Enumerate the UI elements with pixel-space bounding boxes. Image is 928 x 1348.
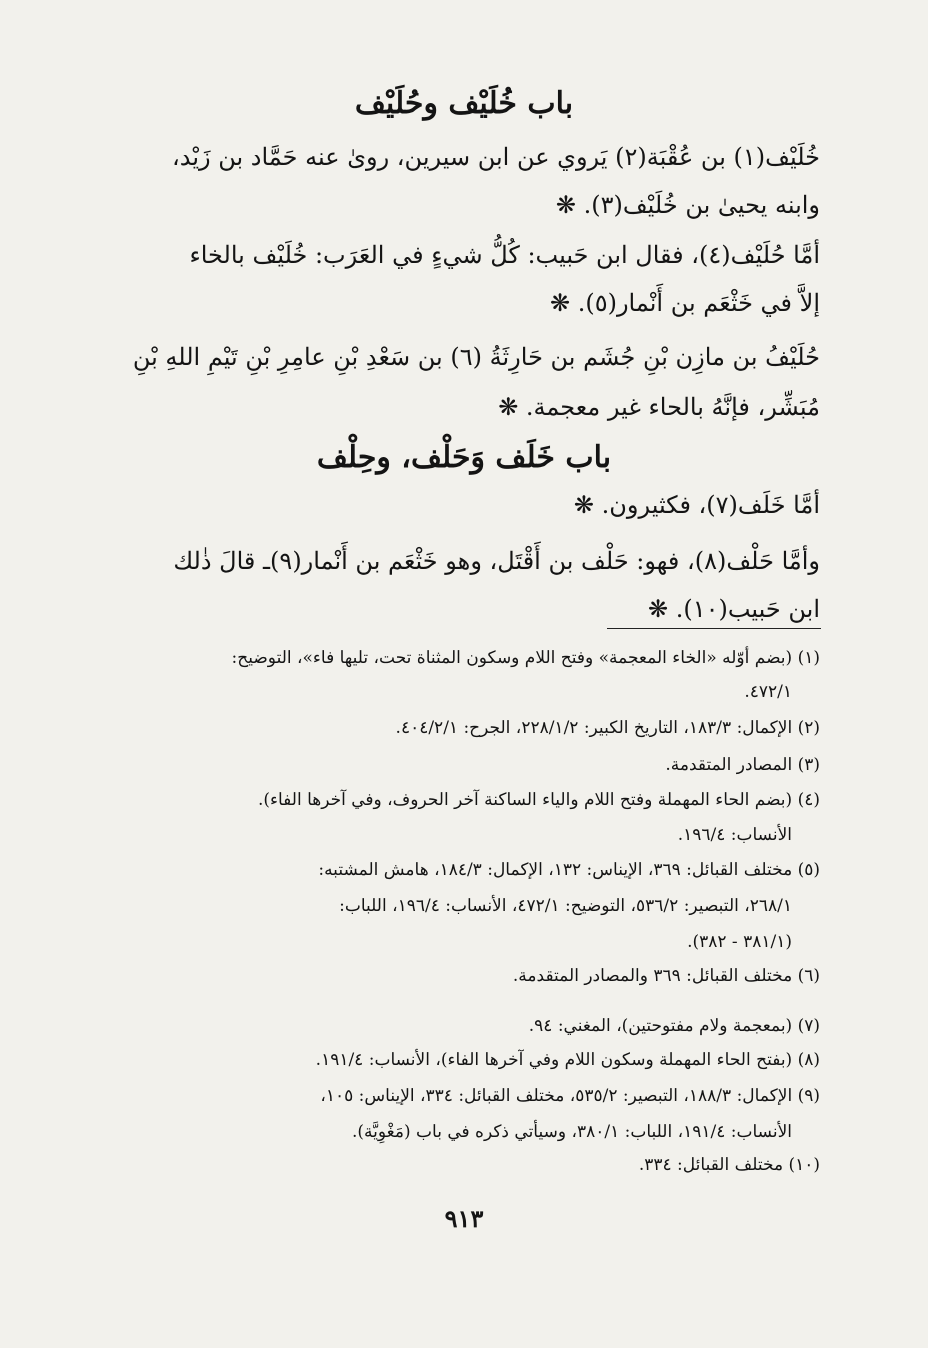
footnote-5: (٥) مختلف القبائل: ٣٦٩، الإيناس: ١٣٢، الإكمال: ١٨٤/٣، هامش المشتبه:	[318, 860, 820, 880]
body-line: حُلَيْفُ بن مازِن بْنِ جُشَم بن حَارِثَةُ (٦) بن سَعْدِ بْنِ عامِرِ بْنِ تَيْمِ اللهِ بْنِ	[132, 343, 820, 371]
body-line: أمَّا خَلَف(٧)، فكثيرون. ❋	[573, 491, 820, 519]
footnote-2: (٢) الإكمال: ١٨٣/٣، التاريخ الكبير: ٢٢٨/١/٢، الجرح: ٤٠٤/٢/١.	[395, 718, 820, 738]
footnote-9: (٩) الإكمال: ١٨٨/٣، التبصير: ٥٣٥/٢، مختلف القبائل: ٣٣٤، الإيناس: ١٠٥،	[320, 1086, 820, 1106]
body-line: إلاَّ في خَثْعَم بن أَنْمار(٥). ❋	[549, 289, 820, 317]
body-line: وأمَّا حَلْف(٨)، فهو: حَلْف بن أَقْتَل، وهو خَثْعَم بن أَنْمار(٩)ـ قالَ ذٰلك	[173, 547, 820, 575]
footnote-1-cont: ٤٧٢/١.	[744, 682, 792, 702]
body-line: مُبَشِّر، فإنَّهُ بالحاء غير معجمة. ❋	[498, 393, 820, 421]
footnote-10: (١٠) مختلف القبائل: ٣٣٤.	[638, 1155, 820, 1175]
footnote-separator	[607, 628, 821, 629]
footnote-4: (٤) (بضم الحاء المهملة وفتح اللام والياء الساكنة آخر الحروف، وفي آخرها الفاء).	[257, 790, 820, 810]
body-line: ابن حَبيب(١٠). ❋	[647, 595, 820, 623]
footnote-5-cont: ٢٦٨/١، التبصير: ٥٣٦/٢، التوضيح: ٤٧٢/١، الأنساب: ١٩٦/٤، اللباب:	[339, 896, 792, 916]
footnote-8: (٨) (بفتح الحاء المهملة وسكون اللام وفي آخرها الفاء)، الأنساب: ١٩١/٤.	[315, 1050, 820, 1070]
footnote-6: (٦) مختلف القبائل: ٣٦٩ والمصادر المتقدمة.	[512, 966, 820, 986]
footnote-7: (٧) (بمعجمة ولام مفتوحتين)، المغني: ٩٤.	[528, 1016, 820, 1036]
body-line: أمَّا حُلَيْف(٤)، فقال ابن حَبيب: كُلُّ شيءٍ في العَرَب: خُلَيْف بالخاء	[189, 241, 820, 269]
footnote-9-cont: الأنساب: ١٩١/٤، اللباب: ٣٨٠/١، وسيأتي ذكره في باب (مَغْوِيَّة).	[352, 1122, 792, 1142]
section-heading-khalaf: باب خَلَف وَحَلْف، وحِلْف	[316, 440, 612, 475]
body-line: خُلَيْف(١) بن عُقْبَة(٢) يَروي عن ابن سيرين، روىٰ عنه حَمَّاد بن زَيْد،	[171, 143, 820, 171]
page-number: ٩١٣	[444, 1204, 484, 1233]
body-line: وابنه يحيىٰ بن خُلَيْف(٣). ❋	[555, 191, 820, 219]
footnote-1: (١) (بضم أوّله «الخاء المعجمة» وفتح اللام وسكون المثناة تحت، تليها فاء»، التوضيح:	[231, 648, 820, 668]
footnote-5-cont: (٣٨١/١ - ٣٨٢).	[687, 932, 792, 952]
section-heading-khulayf: باب خُلَيْف وحُلَيْف	[354, 86, 574, 121]
footnote-3: (٣) المصادر المتقدمة.	[665, 755, 820, 775]
footnote-4-cont: الأنساب: ١٩٦/٤.	[677, 825, 792, 845]
